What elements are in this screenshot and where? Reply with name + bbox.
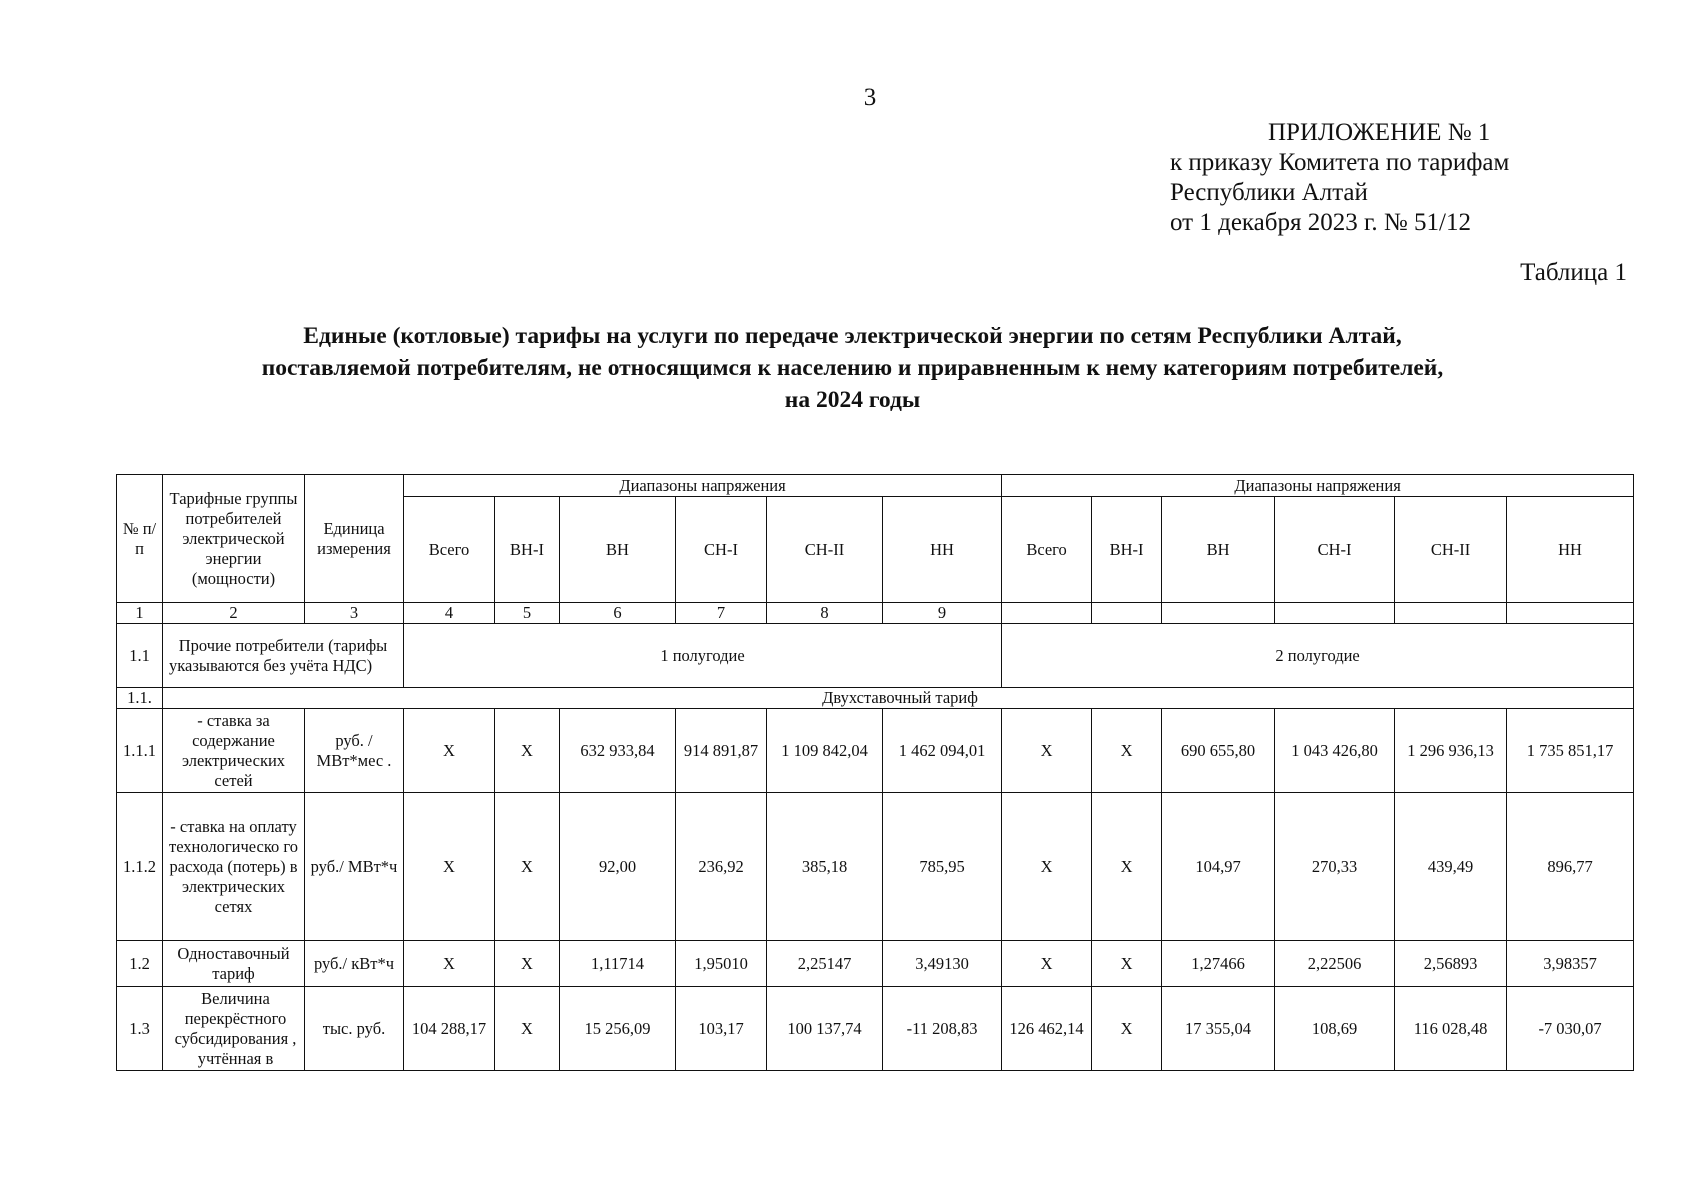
row-unit: руб. /МВт*мес . [305, 709, 404, 793]
cell-value: 1,95010 [676, 941, 767, 987]
header-col-sn2: СН-II [767, 497, 883, 603]
column-number: 2 [163, 603, 305, 624]
column-number-empty [1092, 603, 1162, 624]
cell-value: -7 030,07 [1507, 987, 1634, 1071]
appendix-block [1170, 118, 1509, 238]
header-unit: Единица измерения [305, 475, 404, 603]
cell-value: 385,18 [767, 793, 883, 941]
cell-value: X [1002, 793, 1092, 941]
header-range-half2: Диапазоны напряжения [1002, 475, 1634, 497]
row-num: 1.1 [117, 624, 163, 688]
cell-value: X [1092, 793, 1162, 941]
column-number-empty [1507, 603, 1634, 624]
table-row [117, 793, 1634, 941]
cell-value: X [1002, 941, 1092, 987]
row-label: Одноставочный тариф [163, 941, 305, 987]
cell-value: 15 256,09 [560, 987, 676, 1071]
row-label: - ставка на оплату технологическо го расхода (потерь) в электрических сетях [163, 793, 305, 941]
header-group: Тарифные группы потребителей электрической энергии (мощности) [163, 475, 305, 603]
cell-value: X [1092, 941, 1162, 987]
row-num: 1.1.2 [117, 793, 163, 941]
cell-value: 1 735 851,17 [1507, 709, 1634, 793]
row-label: - ставка за содержание электрических сетей [163, 709, 305, 793]
column-number-empty [1002, 603, 1092, 624]
cell-value: 3,49130 [883, 941, 1002, 987]
table-row [117, 941, 1634, 987]
header-col-nn: НН [1507, 497, 1634, 603]
row-num: 1.1. [117, 688, 163, 709]
cell-value: 108,69 [1275, 987, 1395, 1071]
half-year-2-label: 2 полугодие [1002, 624, 1634, 688]
header-col-vn: ВН [1162, 497, 1275, 603]
cell-value: 1 043 426,80 [1275, 709, 1395, 793]
header-num: № п/п [117, 475, 163, 603]
cell-value: 1,11714 [560, 941, 676, 987]
cell-value: 439,49 [1395, 793, 1507, 941]
row-unit: руб./ кВт*ч [305, 941, 404, 987]
header-row-ranges [117, 475, 1634, 497]
cell-value: 1 296 936,13 [1395, 709, 1507, 793]
cell-value: X [495, 987, 560, 1071]
cell-value: 104 288,17 [404, 987, 495, 1071]
cell-value: X [404, 709, 495, 793]
table-label: Таблица 1 [1520, 259, 1627, 286]
header-col-vn1: ВН-I [495, 497, 560, 603]
title-line-1: Единые (котловые) тарифы на услуги по передаче электрической энергии по сетям Республики Алтай, [303, 323, 1402, 349]
page-number: 3 [863, 84, 877, 111]
column-number-empty [1395, 603, 1507, 624]
cell-value: -11 208,83 [883, 987, 1002, 1071]
header-col-nn: НН [883, 497, 1002, 603]
cell-value: 914 891,87 [676, 709, 767, 793]
tariff-table [116, 474, 1634, 1071]
row-label: Двухставочный тариф [163, 688, 1634, 709]
cell-value: 785,95 [883, 793, 1002, 941]
cell-value: 236,92 [676, 793, 767, 941]
header-col-sn1: СН-I [676, 497, 767, 603]
cell-value: 690 655,80 [1162, 709, 1275, 793]
header-col-total: Всего [1002, 497, 1092, 603]
column-number: 9 [883, 603, 1002, 624]
cell-value: 1 462 094,01 [883, 709, 1002, 793]
header-col-total: Всего [404, 497, 495, 603]
title-line-3: на 2024 годы [784, 387, 921, 413]
column-number-row [117, 603, 1634, 624]
header-col-sn2: СН-II [1395, 497, 1507, 603]
header-range-half1: Диапазоны напряжения [404, 475, 1002, 497]
table-row [117, 624, 1634, 688]
cell-value: 100 137,74 [767, 987, 883, 1071]
appendix-region: Республики Алтай [1170, 179, 1368, 206]
appendix-heading: ПРИЛОЖЕНИЕ № 1 [1268, 119, 1491, 146]
row-unit: руб./ МВт*ч [305, 793, 404, 941]
appendix-date: от 1 декабря 2023 г. № 51/12 [1170, 209, 1471, 236]
cell-value: X [495, 709, 560, 793]
column-number: 3 [305, 603, 404, 624]
cell-value: X [1002, 709, 1092, 793]
cell-value: 1,27466 [1162, 941, 1275, 987]
column-number: 7 [676, 603, 767, 624]
cell-value: X [1092, 987, 1162, 1071]
row-num: 1.2 [117, 941, 163, 987]
cell-value: 126 462,14 [1002, 987, 1092, 1071]
cell-value: 1 109 842,04 [767, 709, 883, 793]
column-number: 8 [767, 603, 883, 624]
column-number: 5 [495, 603, 560, 624]
cell-value: 2,25147 [767, 941, 883, 987]
row-num: 1.3 [117, 987, 163, 1071]
half-year-1-label: 1 полугодие [404, 624, 1002, 688]
table-row [117, 987, 1634, 1071]
cell-value: X [495, 941, 560, 987]
cell-value: 104,97 [1162, 793, 1275, 941]
cell-value: 270,33 [1275, 793, 1395, 941]
cell-value: X [1092, 709, 1162, 793]
cell-value: 2,22506 [1275, 941, 1395, 987]
header-col-vn: ВН [560, 497, 676, 603]
cell-value: X [404, 793, 495, 941]
cell-value: 896,77 [1507, 793, 1634, 941]
table-row [117, 709, 1634, 793]
row-label: Прочие потребители (тарифы указываются без учёта НДС) [163, 624, 404, 688]
cell-value: 92,00 [560, 793, 676, 941]
cell-value: 103,17 [676, 987, 767, 1071]
appendix-order-ref: к приказу Комитета по тарифам [1170, 149, 1510, 176]
column-number-empty [1162, 603, 1275, 624]
column-number: 1 [117, 603, 163, 624]
table-row [117, 688, 1634, 709]
cell-value: 3,98357 [1507, 941, 1634, 987]
cell-value: 2,56893 [1395, 941, 1507, 987]
header-col-vn1: ВН-I [1092, 497, 1162, 603]
row-unit: тыс. руб. [305, 987, 404, 1071]
row-num: 1.1.1 [117, 709, 163, 793]
cell-value: 632 933,84 [560, 709, 676, 793]
cell-value: 17 355,04 [1162, 987, 1275, 1071]
row-label: Величина перекрёстного субсидирования , учтённая в [163, 987, 305, 1071]
column-number: 4 [404, 603, 495, 624]
title-line-2: поставляемой потребителям, не относящимся к населению и приравненным к нему категориям потребителей, [261, 355, 1444, 381]
column-number-empty [1275, 603, 1395, 624]
cell-value: X [404, 941, 495, 987]
header-col-sn1: СН-I [1275, 497, 1395, 603]
document-title [120, 320, 1585, 416]
cell-value: 116 028,48 [1395, 987, 1507, 1071]
column-number: 6 [560, 603, 676, 624]
cell-value: X [495, 793, 560, 941]
